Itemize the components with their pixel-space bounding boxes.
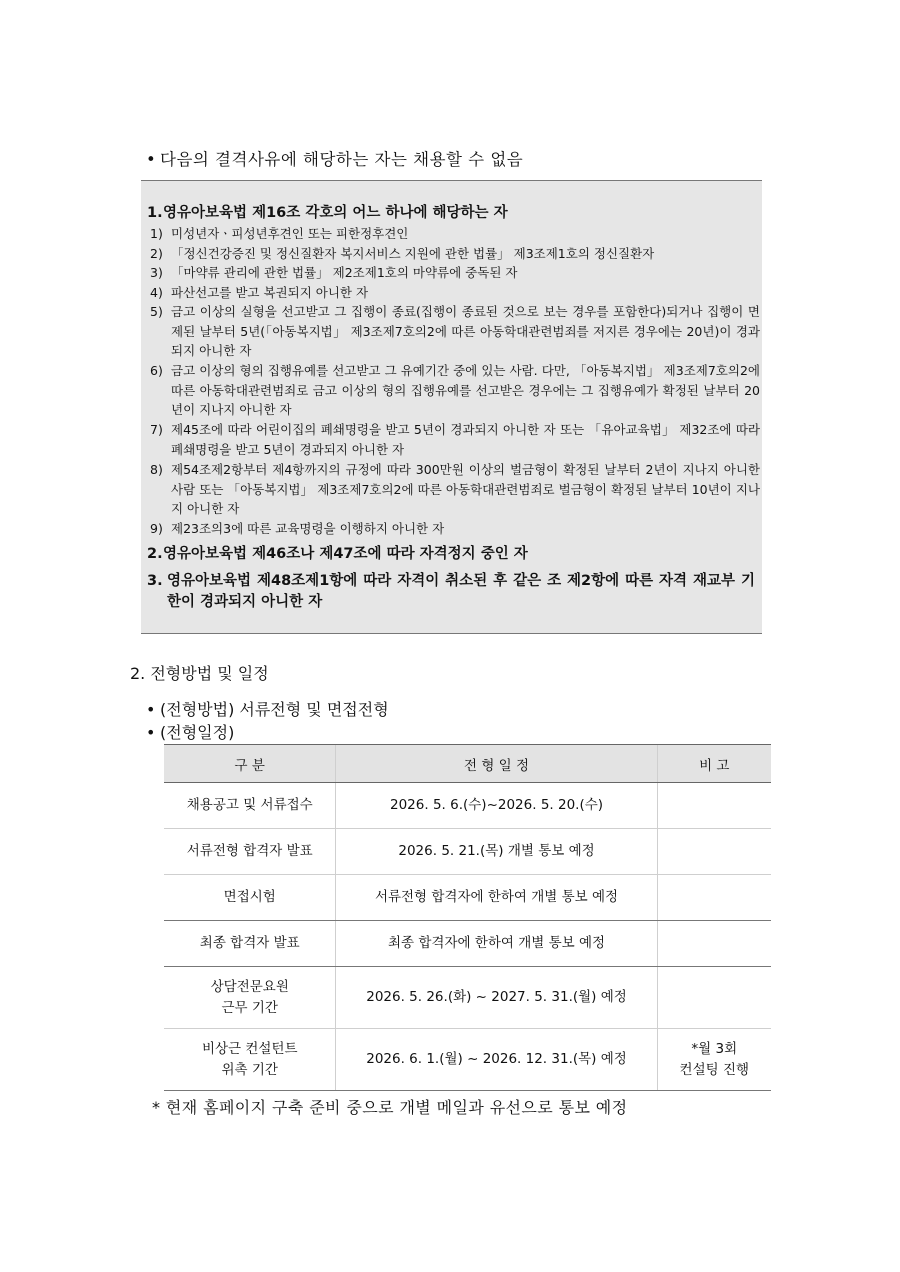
sub-item: 7) 제45조에 따라 어린이집의 폐쇄명령을 받고 5년이 경과되지 아니한 자 또는 「유아교육법」 제32조에 따라 폐쇄명령을 받고 5년이 경과되지 아니한 자 xyxy=(150,422,760,457)
row-category: 상담전문요원 근무 기간 xyxy=(164,967,336,1029)
row-note xyxy=(657,967,771,1029)
disqualification-box xyxy=(141,180,762,634)
row-schedule: 최종 합격자에 한하여 개별 통보 예정 xyxy=(336,921,657,967)
sub-item: 5) 금고 이상의 실형을 선고받고 그 집행이 종료(집행이 종료된 것으로 보는 경우를 포함한다)되거나 집행이 면제된 날부터 5년(「아동복지법」 제3조제7호의2에 따른 아동학대관련범죄를 저지른 경우에는 20년)이 경과되지 아니한 자 xyxy=(150,304,760,358)
sub-item: 4) 파산선고를 받고 복권되지 아니한 자 xyxy=(150,284,369,300)
disqualification-item: 1.영유아보육법 제16조 각호의 어느 하나에 해당하는 자 xyxy=(147,205,508,221)
selection-method-bullet: • (전형방법) 서류전형 및 면접전형 xyxy=(146,700,389,719)
bullet-icon: • xyxy=(146,700,156,719)
bullet-icon: • xyxy=(146,150,157,169)
row-schedule: 2026. 5. 6.(수)~2026. 5. 20.(수) xyxy=(336,783,657,829)
table-row xyxy=(164,829,771,875)
row-note xyxy=(657,875,771,921)
row-schedule: 2026. 5. 21.(목) 개별 통보 예정 xyxy=(336,829,657,875)
row-schedule: 2026. 6. 1.(월) ~ 2026. 12. 31.(목) 예정 xyxy=(336,1029,657,1091)
sub-item: 2) 「정신건강증진 및 정신질환자 복지서비스 지원에 관한 법률」 제3조제1호의 정신질환자 xyxy=(150,245,655,261)
schedule-table xyxy=(164,744,771,1091)
disqualification-item: 3. 영유아보육법 제48조제1항에 따라 자격이 취소된 후 같은 조 제2항에 따른 자격 재교부 기한이 경과되지 아니한 자 xyxy=(147,573,755,610)
row-note xyxy=(657,829,771,875)
header-note: 비 고 xyxy=(657,745,771,783)
sub-item: 3) 「마약류 관리에 관한 법률」 제2조제1호의 마약류에 중독된 자 xyxy=(150,265,518,280)
row-category: 면접시험 xyxy=(164,875,336,921)
row-category: 채용공고 및 서류접수 xyxy=(164,783,336,829)
schedule-bullet: • (전형일정) xyxy=(146,723,235,742)
header-schedule: 전 형 일 정 xyxy=(336,745,657,783)
table-header-row xyxy=(164,745,771,783)
row-schedule: 서류전형 합격자에 한하여 개별 통보 예정 xyxy=(336,875,657,921)
row-note xyxy=(657,921,771,967)
row-note: *월 3회 컨설팅 진행 xyxy=(657,1029,771,1091)
table-row xyxy=(164,921,771,967)
row-note xyxy=(657,783,771,829)
table-row xyxy=(164,1029,771,1091)
bullet-icon: • xyxy=(146,723,156,742)
disqualification-heading: • 다음의 결격사유에 해당하는 자는 채용할 수 없음 xyxy=(146,150,524,169)
sub-item: 6) 금고 이상의 형의 집행유예를 선고받고 그 유예기간 중에 있는 사람. 다만, 「아동복지법」 제3조제7호의2에 따른 아동학대관련범죄로 금고 이상의 형의 집행유예를 선고받은 경우에는 그 집행유예가 확정된 날부터 20년이 지나지 아니한 자 xyxy=(150,363,760,417)
table-row xyxy=(164,967,771,1029)
section-title: 2. 전형방법 및 일정 xyxy=(130,664,269,683)
disqualification-item: 2.영유아보육법 제46조나 제47조에 따라 자격정지 중인 자 xyxy=(147,546,528,562)
sub-item: 8) 제54조제2항부터 제4항까지의 규정에 따라 300만원 이상의 벌금형이 확정된 날부터 2년이 지나지 아니한 사람 또는 「아동복지법」 제3조제7호의2에 따른 아동학대관련범죄로 벌금형이 확정된 날부터 10년이 지나지 아니한 자 xyxy=(150,462,760,516)
row-category: 최종 합격자 발표 xyxy=(164,921,336,967)
table-row xyxy=(164,875,771,921)
sub-item: 9) 제23조의3에 따른 교육명령을 이행하지 아니한 자 xyxy=(150,521,445,536)
row-category: 비상근 컨설턴트 위촉 기간 xyxy=(164,1029,336,1091)
row-schedule: 2026. 5. 26.(화) ~ 2027. 5. 31.(월) 예정 xyxy=(336,967,657,1029)
table-row xyxy=(164,783,771,829)
sub-item: 1) 미성년자ㆍ피성년후견인 또는 피한정후견인 xyxy=(150,226,409,241)
row-category: 서류전형 합격자 발표 xyxy=(164,829,336,875)
header-category: 구 분 xyxy=(164,745,336,783)
footnote: * 현재 홈페이지 구축 준비 중으로 개별 메일과 유선으로 통보 예정 xyxy=(152,1098,628,1117)
